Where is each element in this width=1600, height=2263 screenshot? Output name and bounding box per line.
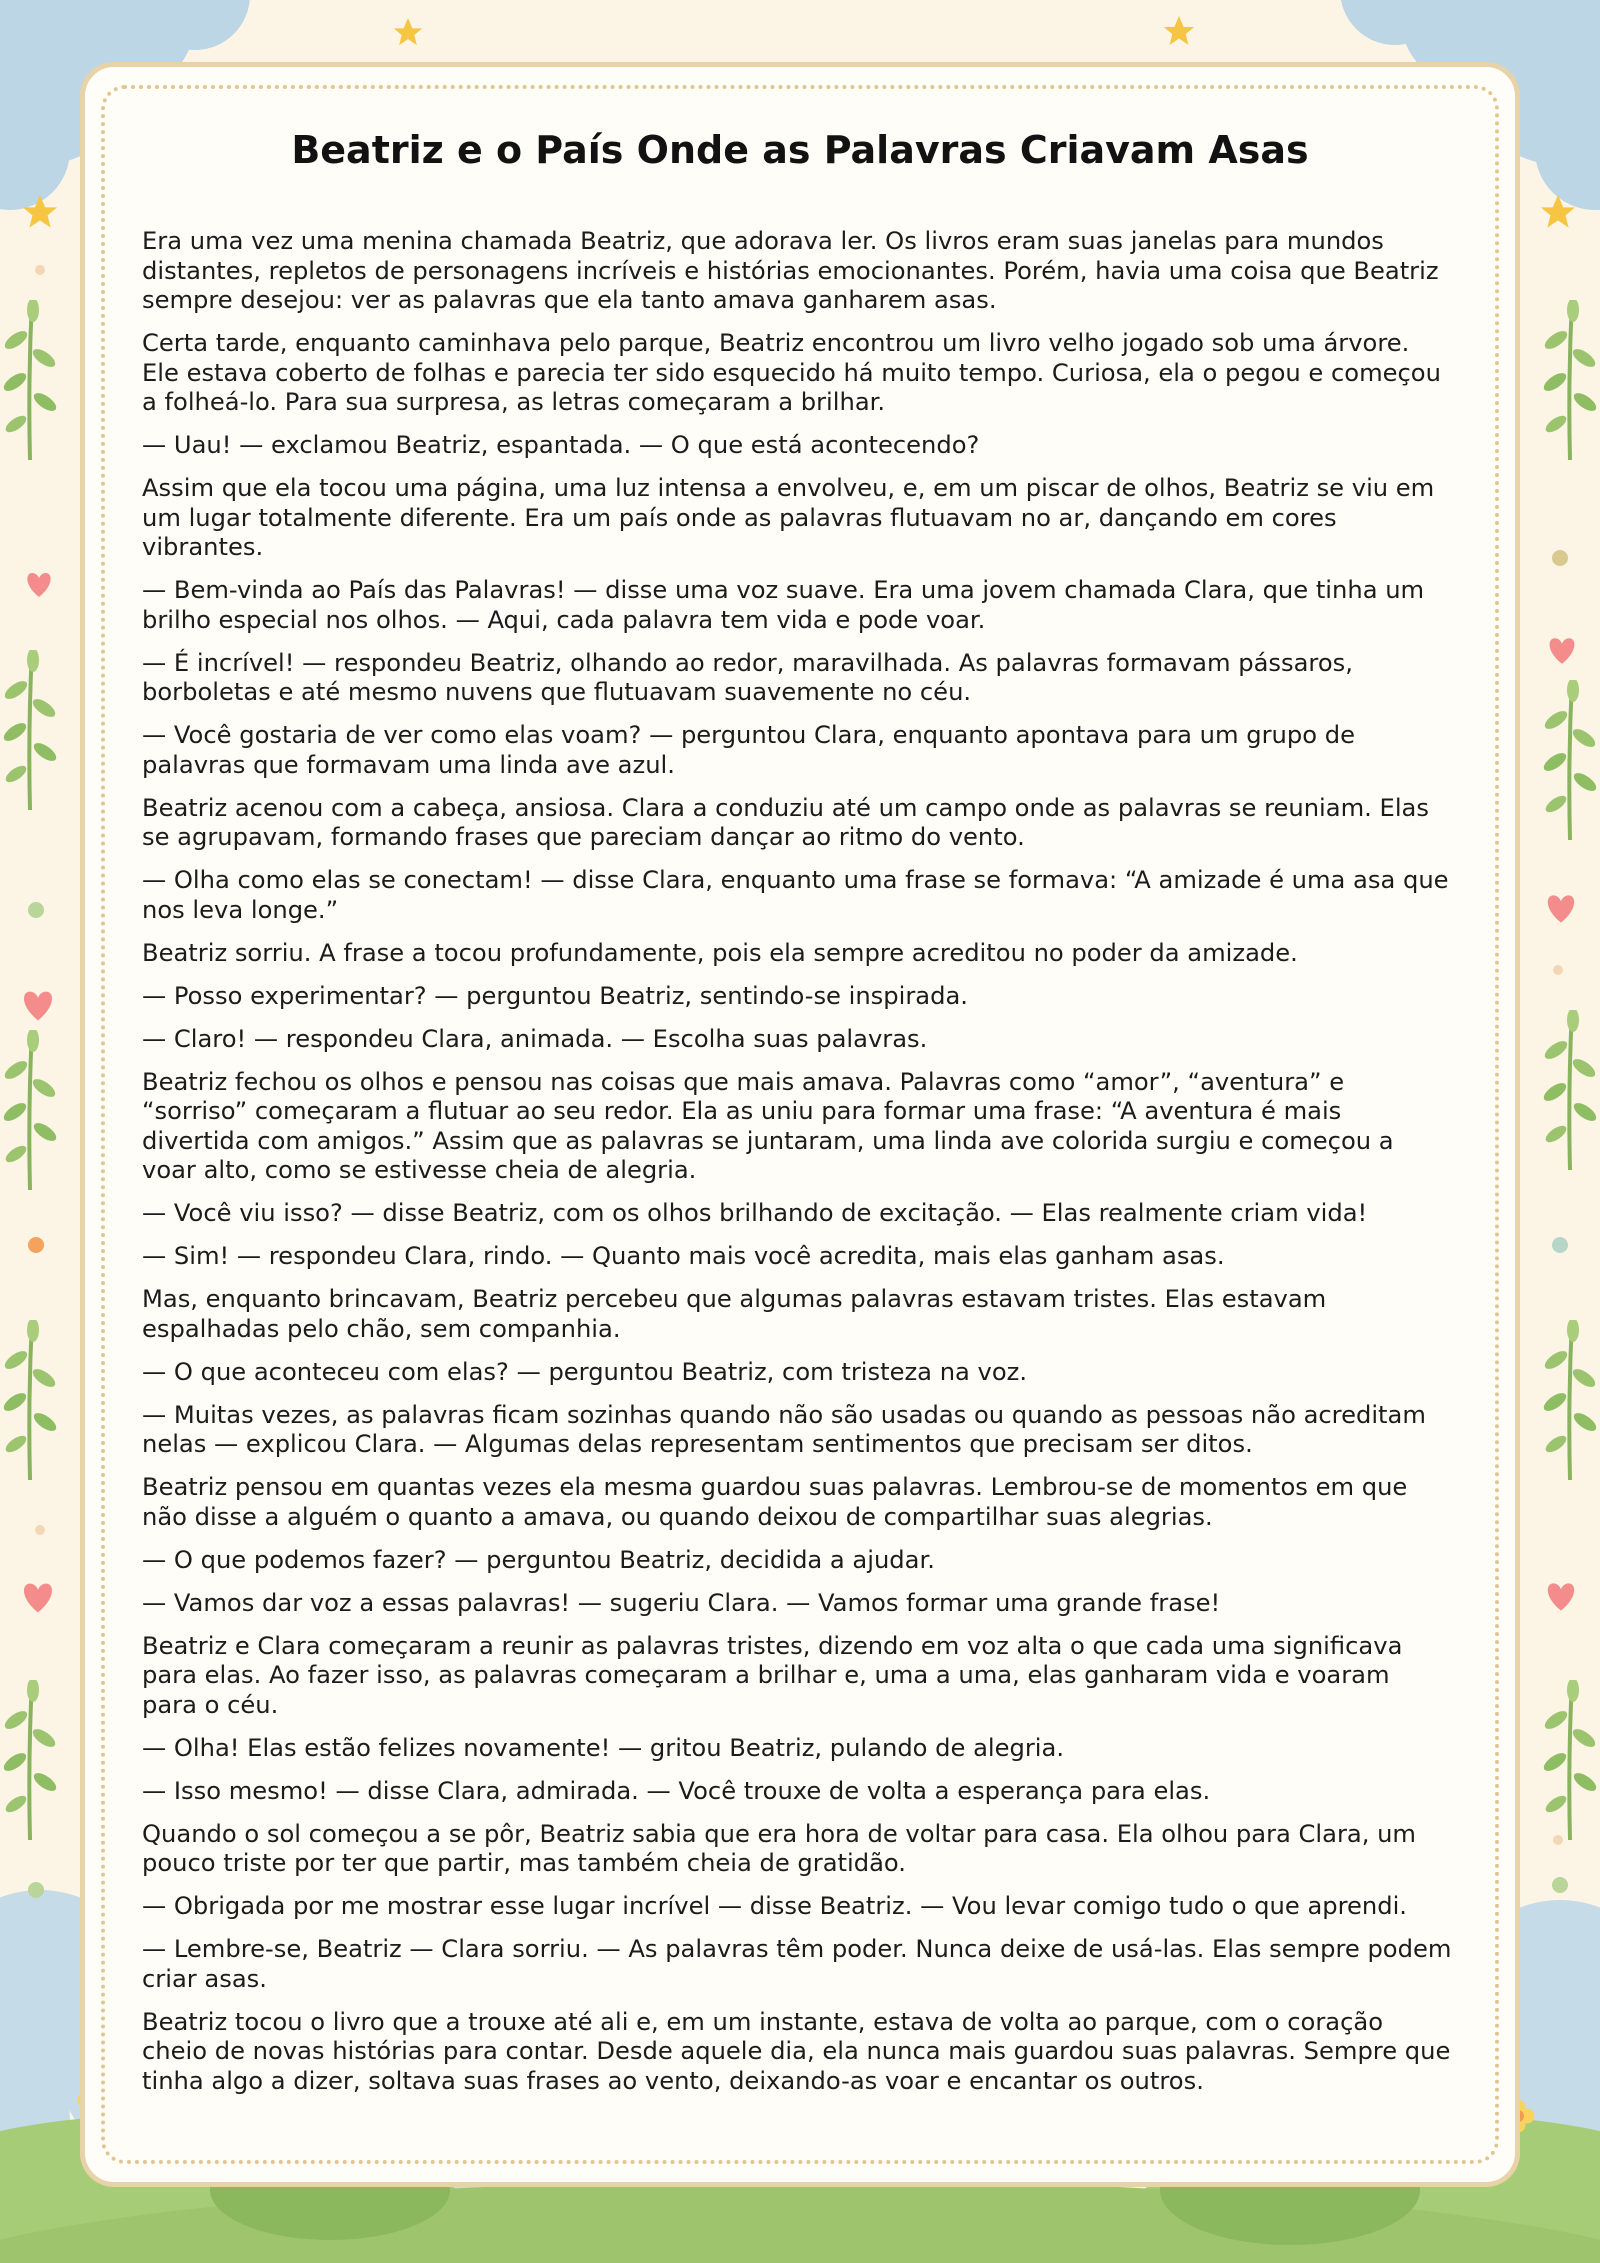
leaf-sprig-icon <box>1 1678 59 1840</box>
paragraph: Beatriz fechou os olhos e pensou nas coisas que mais amava. Palavras como “amor”, “aventura” e “sorriso” começaram a flutuar ao seu redor. Ela as uniu para formar uma frase: “A aventura é mais divertida com amigos.” Assim que as palavras se juntaram, uma linda ave colorida surgiu e começou a voar alto, como se estivesse cheia de alegria. <box>142 1067 1394 1184</box>
paragraph: — Uau! — exclamou Beatriz, espantada. — O que está acontecendo? <box>142 431 980 459</box>
leaf-sprig-icon <box>1 648 59 810</box>
heart-icon <box>1548 1583 1574 1610</box>
leaf-sprig-icon <box>1541 1008 1599 1170</box>
paragraph: — Você gostaria de ver como elas voam? — perguntou Clara, enquanto apontava para um grupo de palavras que formavam uma linda ave azul. <box>142 721 1355 779</box>
paragraph: — Vamos dar voz a essas palavras! — sugeriu Clara. — Vamos formar uma grande frase! <box>142 1588 1221 1617</box>
paragraph: — Posso experimentar? — perguntou Beatriz, sentindo-se inspirada. <box>142 981 968 1010</box>
paragraph: Assim que ela tocou uma página, uma luz intensa a envolveu, e, em um piscar de olhos, Beatriz se viu em um lugar totalmente diferente. Era um país onde as palavras flutuavam no ar, dançando em cores vibrantes. <box>142 474 1435 561</box>
heart-icon <box>24 1584 52 1613</box>
star-icon <box>394 18 423 45</box>
paragraph: — Claro! — respondeu Clara, animada. — Escolha suas palavras. <box>142 1024 928 1053</box>
paragraph: Beatriz pensou em quantas vezes ela mesma guardou suas palavras. Lembrou-se de momentos em que não disse a alguém o quanto a amava, ou quando deixou de compartilhar suas alegrias. <box>142 1473 1408 1531</box>
paragraph: Certa tarde, enquanto caminhava pelo parque, Beatriz encontrou um livro velho jogado sob uma árvore. Ele estava coberto de folhas e parecia ter sido esquecido há muito tempo. Curiosa, ela o pegou e começou a folheá-lo. Para sua surpresa, as letras começaram a brilhar. <box>142 329 1441 416</box>
leaf-sprig-icon <box>1 298 59 460</box>
paragraph: — Olha como elas se conectam! — disse Clara, enquanto uma frase se formava: “A amizade é uma asa que nos leva longe.” <box>142 866 1449 924</box>
paragraph: — O que aconteceu com elas? — perguntou Beatriz, com tristeza na voz. <box>142 1357 1028 1386</box>
heart-icon <box>1550 638 1575 664</box>
paragraph: Beatriz sorriu. A frase a tocou profundamente, pois ela sempre acreditou no poder da amizade. <box>142 938 1298 967</box>
leaf-sprig-icon <box>1541 298 1599 460</box>
heart-icon <box>24 992 52 1021</box>
paragraph: — Você viu isso? — disse Beatriz, com os olhos brilhando de excitação. — Elas realmente criam vida! <box>142 1199 1368 1227</box>
paragraph: — Isso mesmo! — disse Clara, admirada. — Você trouxe de volta a esperança para elas. <box>142 1776 1211 1805</box>
leaf-sprig-icon <box>1 1318 59 1480</box>
leaf-sprig-icon <box>1 1028 59 1190</box>
story-body <box>142 227 1452 2110</box>
leaf-sprig-icon <box>1541 1678 1599 1840</box>
heart-icon <box>27 573 50 597</box>
paragraph: Beatriz tocou o livro que a trouxe até ali e, em um instante, estava de volta ao parque, com o coração cheio de novas histórias para contar. Desde aquele dia, ela nunca mais guardou suas palavras. Sempre que tinha algo a dizer, soltava suas frases ao vento, deixando-as voar e encantar os outros. <box>142 2007 1451 2095</box>
paragraph: Quando o sol começou a se pôr, Beatriz sabia que era hora de voltar para casa. Ela olhou para Clara, um pouco triste por ter que partir, mas também cheia de gratidão. <box>142 1819 1416 1877</box>
paragraph: — Obrigada por me mostrar esse lugar incrível — disse Beatriz. — Vou levar comigo tudo o que aprendi. <box>142 1892 1408 1920</box>
paragraph: — Olha! Elas estão felizes novamente! — gritou Beatriz, pulando de alegria. <box>142 1733 1065 1762</box>
page-title: Beatriz e o País Onde as Palavras Criavam Asas <box>291 128 1309 172</box>
paragraph: — É incrível! — respondeu Beatriz, olhando ao redor, maravilhada. As palavras formavam pássaros, borboletas e até mesmo nuvens que flutuavam suavemente no céu. <box>142 648 1353 706</box>
star-icon <box>1164 16 1194 45</box>
leaf-sprig-icon <box>1541 678 1599 840</box>
paragraph: Mas, enquanto brincavam, Beatriz percebeu que algumas palavras estavam tristes. Elas estavam espalhadas pelo chão, sem companhia. <box>142 1285 1327 1343</box>
paragraph: Era uma vez uma menina chamada Beatriz, que adorava ler. Os livros eram suas janelas para mundos distantes, repletos de personagens incríveis e histórias emocionantes. Porém, havia uma coisa que Beatriz sempre desejou: ver as palavras que ela tanto amava ganharem asas. <box>142 227 1439 314</box>
paragraph: — O que podemos fazer? — perguntou Beatriz, decidida a ajudar. <box>142 1545 935 1574</box>
leaf-sprig-icon <box>1541 1318 1599 1480</box>
paragraph: — Sim! — respondeu Clara, rindo. — Quanto mais você acredita, mais elas ganham asas. <box>142 1242 1225 1270</box>
paragraph: — Bem-vinda ao País das Palavras! — disse uma voz suave. Era uma jovem chamada Clara, que tinha um brilho especial nos olhos. — Aqui, cada palavra tem vida e pode voar. <box>142 576 1425 634</box>
paragraph: Beatriz acenou com a cabeça, ansiosa. Clara a conduziu até um campo onde as palavras se reuniam. Elas se agrupavam, formando frases que pareciam dançar ao ritmo do vento. <box>142 793 1429 851</box>
paragraph: — Muitas vezes, as palavras ficam sozinhas quando não são usadas ou quando as pessoas não acreditam nelas — explicou Clara. — Algumas delas representam sentimentos que precisam ser ditos. <box>142 1400 1426 1458</box>
paragraph: Beatriz e Clara começaram a reunir as palavras tristes, dizendo em voz alta o que cada uma significava para elas. Ao fazer isso, as palavras começaram a brilhar e, uma a uma, elas ganharam vida e voaram para o céu. <box>142 1631 1403 1719</box>
paragraph: — Lembre-se, Beatriz — Clara sorriu. — As palavras têm poder. Nunca deixe de usá-las. Elas sempre podem criar asas. <box>142 1935 1452 1993</box>
heart-icon <box>1548 895 1574 922</box>
